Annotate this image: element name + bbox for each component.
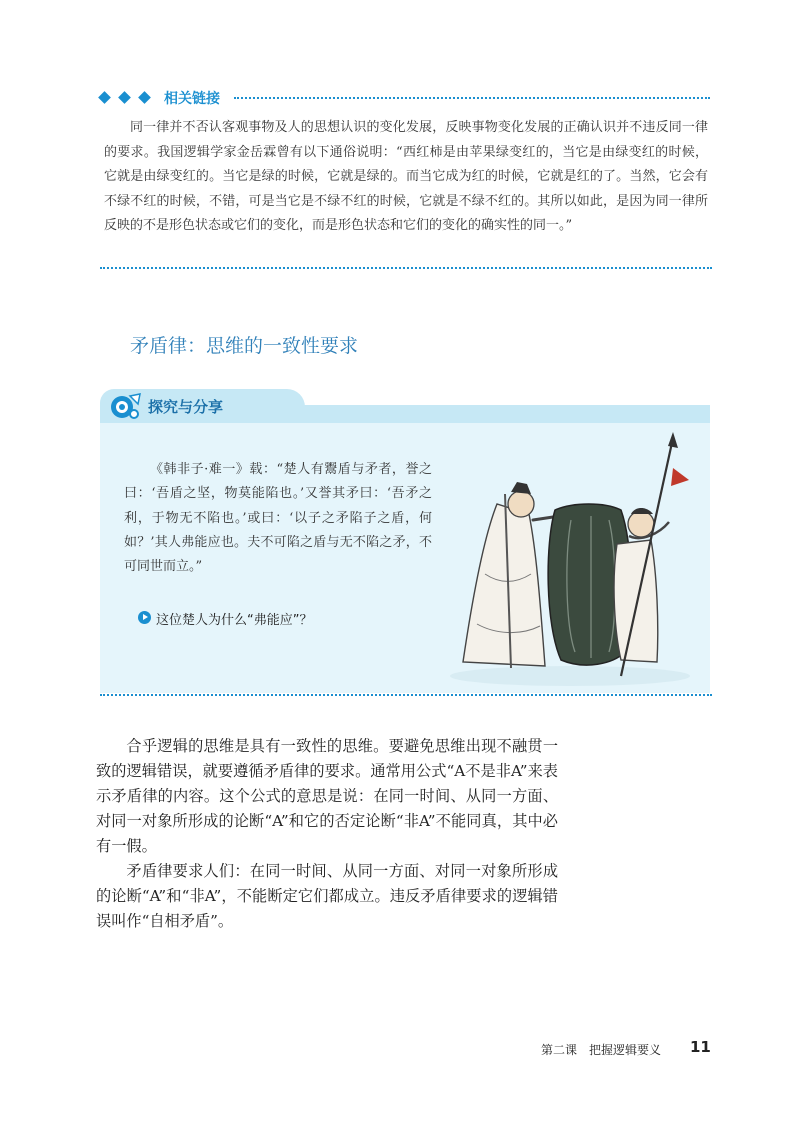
quote-paragraph: 《韩非子·难一》载：“楚人有鬻盾与矛者，誉之曰：‘吾盾之坚，物莫能陷也。’又誉其矛曰：‘吾矛之利，于物无不陷也。’或曰：‘以子之矛陷子之盾，何如？’其人弗能应也。夫不可陷之盾与无不陷之矛，不可同世而立。” bbox=[124, 462, 432, 575]
explore-share-icon bbox=[110, 392, 142, 420]
diamond-icon bbox=[138, 91, 151, 104]
dotted-divider bbox=[100, 267, 712, 269]
section-title: 矛盾律：思维的一致性要求 bbox=[130, 335, 359, 357]
dotted-divider bbox=[234, 97, 710, 99]
page-number: 11 bbox=[690, 1038, 711, 1056]
body-paragraph: 合乎逻辑的思维是具有一致性的思维。要避免思维出现不融贯一致的逻辑错误，就要遵循矛盾律的要求。通常用公式“A不是非A”来表示矛盾律的内容。这个公式的意思是说：在同一时间、从同一方面、对同一对象所形成的论断“A”和它的否定论断“非A”不能同真，其中必有一假。 bbox=[96, 737, 558, 855]
related-link-header bbox=[96, 88, 716, 108]
explore-title: 探究与分享 bbox=[148, 398, 224, 416]
footer-chapter: 第二课 把握逻辑要义 bbox=[541, 1043, 662, 1057]
diamond-icon bbox=[98, 91, 111, 104]
play-arrow-icon bbox=[138, 611, 151, 624]
related-link-title: 相关链接 bbox=[164, 91, 220, 107]
dotted-divider bbox=[100, 694, 712, 696]
quote-text bbox=[124, 458, 432, 579]
related-link-body: 同一律并不否认客观事物及人的思想认识的变化发展，反映事物变化发展的正确认识并不违反同一律的要求。我国逻辑学家金岳霖曾有以下通俗说明：“西红柿是由苹果绿变红的，当它是由绿变红的时候，它就是由绿变红的。当它是绿的时候，它就是绿的。而当它成为红的时候，它就是红的了。当然，它会有不绿不红的时候，不错，可是当它是不绿不红的时候，它就是不绿不红的。其所以如此，是因为同一律所反映的不是形色状态或它们的变化，而是形色状态和它们的变化的确实性的同一。” bbox=[104, 120, 708, 234]
spear-shield-illustration bbox=[445, 424, 707, 690]
body-text bbox=[96, 734, 558, 934]
body-paragraph: 矛盾律要求人们：在同一时间、从同一方面、对同一对象所形成的论断“A”和“非A”，不能断定它们都成立。违反矛盾律要求的逻辑错误叫作“自相矛盾”。 bbox=[96, 862, 558, 930]
diamond-icon bbox=[118, 91, 131, 104]
question-text: 这位楚人为什么“弗能应”？ bbox=[156, 613, 313, 628]
